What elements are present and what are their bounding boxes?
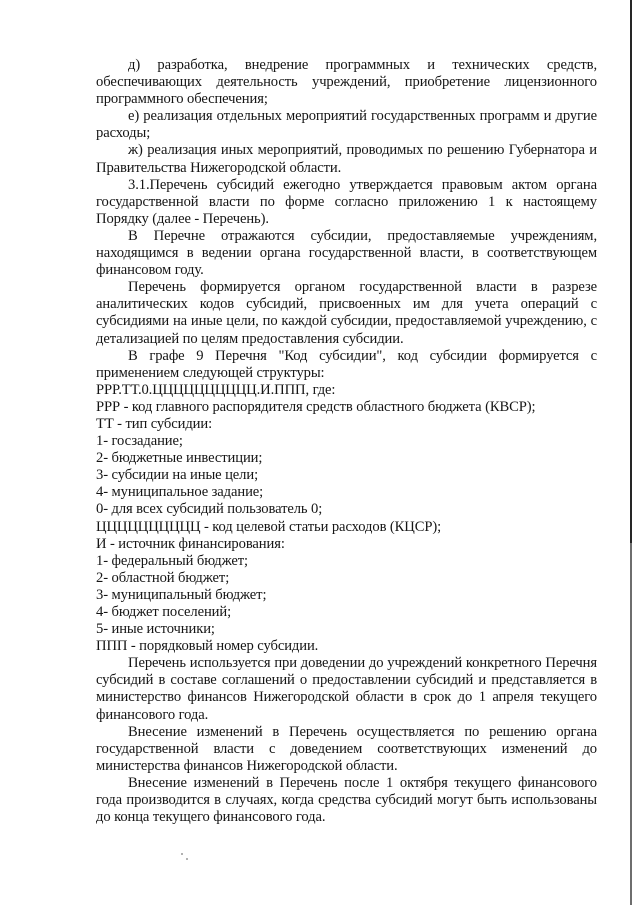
paragraph-3-1: 3.1.Перечень субсидий ежегодно утверждается правовым актом органа государственной власти по форме согласно приложению 1 к настоящему Порядку (далее - Перечень). bbox=[96, 176, 597, 227]
list-item: 5- иные источники; bbox=[96, 621, 215, 638]
list-item: 4- бюджет поселений; bbox=[96, 604, 232, 620]
paragraph-item-e: е) реализация отдельных мероприятий государственных программ и другие расходы; bbox=[96, 108, 597, 142]
document-body bbox=[96, 57, 597, 826]
paragraph-item-d: д) разработка, внедрение программных и технических средств, обеспечивающих деятельность учреждений, приобретение лицензионного программного обеспечения; bbox=[96, 57, 597, 108]
paragraph-item-zh: ж) реализация иных мероприятий, проводимых по решению Губернатора и Правительства Нижегородской области. bbox=[96, 142, 597, 176]
scan-speck bbox=[181, 853, 183, 855]
paragraph-changes: Внесение изменений в Перечень осуществляется по решению органа государственной власти с доведением соответствующих изменений до министерства финансов Нижегородской области. bbox=[96, 723, 597, 774]
paragraph-perechen-formation: Перечень формируется органом государственной власти в разрезе аналитических кодов субсидий, присвоенных им для учета операций с субсидиями на иные цели, по каждой субсидии, предоставляемой учреждению, с детализацией по целям предоставления субсидии. bbox=[96, 279, 597, 347]
list-item: 3- муниципальный бюджет; bbox=[96, 586, 267, 603]
list-item: 2- бюджетные инвестиции; bbox=[96, 450, 263, 467]
paragraph-code-structure-intro: В графе 9 Перечня "Код субсидии", код субсидии формируется с применением следующей структуры: bbox=[96, 347, 597, 381]
list-item: 1- госзадание; bbox=[96, 433, 183, 450]
code-ppp-line: ППП - порядковый номер субсидии. bbox=[96, 638, 319, 655]
scan-speck bbox=[186, 858, 188, 860]
list-item: 0- для всех субсидий пользователь 0; bbox=[96, 501, 323, 518]
paragraph-changes-after-october: Внесение изменений в Перечень после 1 октября текущего финансового года производится в случаях, когда средства субсидий могут быть использованы до конца текущего финансового года. bbox=[96, 774, 597, 826]
list-item: 4- муниципальное задание; bbox=[96, 484, 264, 501]
code-tt-line: ТТ - тип субсидии: bbox=[96, 415, 213, 432]
code-rrr-line: РРР - код главного распорядителя средств областного бюджета (КВСР); bbox=[96, 398, 536, 415]
code-kcsr-line: ЦЦЦЦЦЦЦЦЦЦ - код целевой статьи расходов (КЦСР); bbox=[96, 518, 442, 535]
code-format-line: РРР.ТТ.0.ЦЦЦЦЦЦЦЦЦЦ.И.ППП, где: bbox=[96, 381, 336, 398]
list-item: 2- областной бюджет; bbox=[96, 569, 230, 586]
scan-edge-line bbox=[630, 0, 632, 905]
code-source-line: И - источник финансирования: bbox=[96, 535, 285, 552]
list-item: 3- субсидии на иные цели; bbox=[96, 467, 259, 484]
list-item: 1- федеральный бюджет; bbox=[96, 552, 248, 569]
paragraph-perechen-content: В Перечне отражаются субсидии, предоставляемые учреждениям, находящимся в ведении органа государственной власти, в соответствующем финансовом году. bbox=[96, 227, 597, 279]
paragraph-perechen-usage: Перечень используется при доведении до учреждений конкретного Перечня субсидий в составе соглашений о предоставлении субсидий и представляется в министерство финансов Нижегородской области в срок до 1 апреля текущего финансового года. bbox=[96, 655, 597, 723]
